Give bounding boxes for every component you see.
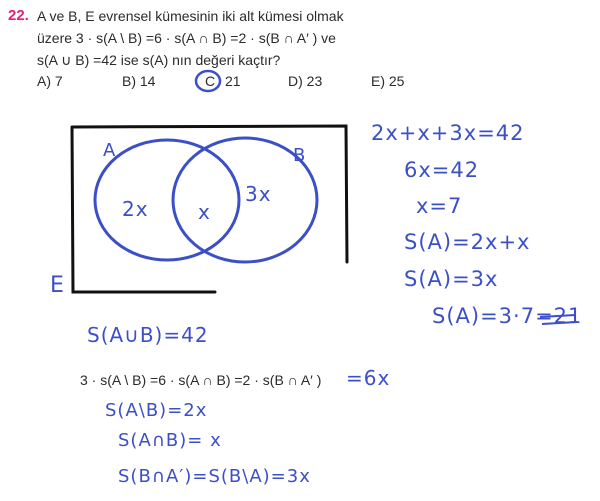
option-d-value: 23 — [306, 73, 323, 89]
option-a-letter: A) — [37, 73, 51, 89]
option-e-value: 25 — [388, 73, 405, 89]
question-line-3: s(A ∪ B) =42 ise s(A) nın değeri kaçtır? — [37, 52, 281, 68]
region-a-only: 2x — [122, 197, 149, 221]
step-b-minus-a: S(B∩A′)=S(B\A)=3x — [118, 466, 311, 487]
step-a-intersect-b: S(A∩B)= x — [118, 430, 222, 451]
option-b-letter: B) — [122, 73, 136, 89]
question-line-2: üzere 3 · s(A \ B) =6 · s(A ∩ B) =2 · s(B ∩ A′ ) ve — [37, 30, 336, 46]
universe-label: E — [50, 273, 65, 298]
step-6x: 6x=42 — [404, 158, 480, 182]
set-b-label: B — [293, 145, 307, 166]
option-c-letter: C — [205, 73, 216, 89]
region-intersection: x — [198, 200, 211, 224]
option-c-value: 21 — [225, 73, 241, 89]
step-x: x=7 — [416, 194, 463, 218]
union-note: S(A∪B)=42 — [87, 323, 209, 347]
option-e-letter: E) — [371, 73, 385, 89]
printed-equation-suffix: =6x — [346, 366, 391, 390]
option-d-letter: D) — [288, 73, 303, 89]
selected-option-circle — [196, 71, 220, 91]
question-line-1: A ve B, E evrensel kümesinin iki alt kümesi olmak — [37, 8, 344, 24]
option-a-value: 7 — [54, 73, 63, 89]
set-a-circle — [95, 140, 239, 260]
step-sa-sum: S(A)=2x+x — [404, 230, 531, 254]
printed-equation: 3 · s(A \ B) =6 · s(A ∩ B) =2 · s(B ∩ A′ ) — [80, 372, 322, 388]
region-b-only: 3x — [245, 182, 272, 206]
step-a-minus-b: S(A\B)=2x — [105, 400, 208, 421]
step-answer: S(A)=3·7=21 — [432, 304, 583, 328]
set-a-label: A — [103, 140, 117, 161]
step-equation: 2x+x+3x=42 — [371, 121, 525, 145]
step-sa-3x: S(A)=3x — [404, 267, 499, 291]
question-number: 22. — [8, 7, 29, 24]
option-b-value: 14 — [139, 73, 156, 89]
